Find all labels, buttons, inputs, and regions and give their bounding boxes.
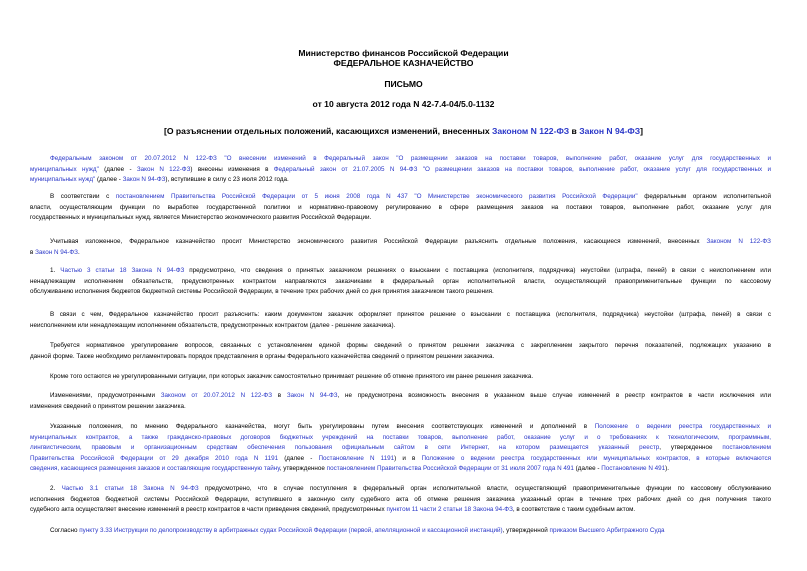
document-link[interactable]: Законом N 122-ФЗ (706, 238, 771, 245)
text-line (30, 341, 771, 352)
text-segment: ) внесены изменения в (190, 165, 274, 173)
text-segment: власти, осуществляющим функции по выработке государственной политики и нормативно-правовому регулированию в сфере размещения заказов на поставки товаров, выполнение работ, оказание услуг для (30, 203, 771, 211)
document-link[interactable]: Постановление N 491 (601, 465, 666, 473)
document-link[interactable]: муниципальных контрактов, а также гражданско-правовых договоров бюджетных учреждений на поставки товаров, выполнение работ, оказание услуг и о требованиях к технологическим, программным, (30, 433, 771, 441)
document-date-number: от 10 августа 2012 года N 42-7.4-04/5.0-1132 (312, 99, 495, 109)
document-link[interactable]: Закон N 122-ФЗ (136, 165, 191, 173)
text-segment: Требуется нормативное урегулирование вопросов, связанных с установлением единой формы сведений о принятом решении заказчика с закреплением закрытого перечня показателей, подлежащих указанию в (50, 342, 771, 349)
text-segment: В связи с чем, Федеральное казначейство просит разъяснить: каким документом заказчик оформляет принятое решение о взыскании с поставщика (исполнителя, подрядчика) неустойки (штрафа, пеней) в связи с (50, 311, 771, 318)
text-segment: ). (665, 465, 669, 473)
text-line (30, 192, 771, 203)
text-line (30, 310, 771, 321)
subject-middle: в (569, 126, 580, 136)
subject-link-law-122[interactable]: Законом N 122-ФЗ (491, 126, 570, 136)
text-segment: , не предусмотрена возможность внесения в указанном выше случае изменений в реестр контрактов в части исключения или (337, 392, 771, 399)
text-segment: Кроме того остаются не урегулированными ситуации, при которых заказчик самостоятельно принимает решение об отмене принятого им ранее решения заказчика. (50, 373, 534, 380)
document-link[interactable]: Закон N 94-ФЗ (286, 392, 338, 399)
text-segment: в (272, 392, 287, 399)
text-segment: федеральным органом исполнительной (637, 193, 771, 200)
paragraph-item-1 (30, 266, 771, 298)
text-line (30, 203, 771, 214)
ministry-heading: Министерство финансов Российской Федерации (298, 48, 509, 58)
text-segment: ) и в (394, 454, 422, 462)
paragraph-request-clarification (30, 237, 771, 258)
text-segment: (далее - (98, 165, 137, 173)
text-line (30, 422, 771, 433)
document-link[interactable]: приказом Высшего Арбитражного Суда (549, 527, 665, 534)
document-link[interactable]: Закон N 94-ФЗ (35, 248, 78, 256)
text-line (30, 266, 771, 277)
text-segment: судебного акта осуществляет внесение изменений в реестр контрактов в части приведения сведений, предусмотренных (30, 506, 387, 514)
agency-heading: ФЕДЕРАЛЬНОЕ КАЗНАЧЕЙСТВО (333, 58, 474, 68)
subject-prefix: [О разъяснении отдельных положений, касающихся изменений, внесенных (163, 126, 492, 136)
document-link[interactable]: Положение о ведении реестра государственных и (594, 423, 771, 430)
text-segment: предусмотрено, что в случае поступления в федеральный орган исполнительной власти, осуществляющий правоприменительные функции по кассовому обслуживанию (198, 485, 771, 492)
paragraph-registry-changes (30, 391, 771, 412)
text-segment: Изменениями, предусмотренными (50, 392, 161, 399)
text-line (30, 154, 771, 165)
text-line (30, 321, 771, 332)
text-line (30, 175, 771, 186)
document-link[interactable]: Положение о ведении реестра государственных или муниципальных контрактов, в которые включаются (421, 454, 771, 462)
paragraph-instruction-reference (30, 526, 771, 537)
text-line (30, 165, 771, 176)
text-segment: в (30, 248, 36, 256)
text-line (30, 484, 771, 495)
text-line (30, 505, 771, 516)
text-line (30, 213, 771, 224)
text-segment: (далее - (573, 465, 602, 473)
text-segment: , утвержденное (279, 465, 327, 473)
text-line (30, 248, 771, 259)
document-link[interactable]: Законом от 20.07.2012 N 122-ФЗ (160, 392, 273, 399)
document-link[interactable]: Частью 3 статьи 18 Закона N 94-ФЗ (60, 267, 185, 274)
document-link[interactable]: лингвистическим, правовым и организационным средствам обеспечения пользования официальным сайтом в сети Интернет, на котором размещается указанный реестр (30, 444, 660, 452)
subject-link-law-94[interactable]: Закон N 94-ФЗ (579, 126, 641, 136)
text-segment: ненадлежащим исполнением обязательств, предусмотренных контрактом направляются заказчиками в федеральный орган исполнительной власти, осуществляющий правоприменительные функции по кассовому (30, 277, 771, 285)
text-segment: 2. (50, 485, 62, 492)
text-line (30, 277, 771, 288)
paragraph-regulation-needed (30, 341, 771, 362)
text-segment: Указанные положения, по мнению Федерального казначейства, могут быть урегулированы путем внесения соответствующих изменений и дополнений в (50, 423, 595, 430)
document-link[interactable]: сведения, касающиеся размещения заказов и составляющие государственную тайну (30, 465, 280, 473)
text-segment: данной форме. Также необходимо регламентировать порядок представления в органы Федерального казначейства сведений о принятом решении заказчика. (30, 352, 495, 360)
text-line (30, 443, 771, 454)
document-link[interactable]: постановлением (722, 444, 771, 452)
document-link[interactable]: пункту 3.33 Инструкции по делопроизводству в арбитражных судах Российской Федерации (первой, апелляционной и кассационной инстанций) (79, 527, 503, 534)
document-link[interactable]: Федеральный закон от 21.07.2005 N 94-ФЗ "О размещении заказов на поставки товаров, выполнение работ, оказание услуг для государственных и (273, 165, 771, 173)
text-segment: В соответствии с (50, 193, 116, 200)
text-line (30, 433, 771, 444)
text-segment: исполнения бюджетов бюджетной системы Российской Федерации, вступившего в законную силу судебного акта об отмене решения заказчика указанный орган в течение трех рабочих дней со дня получения такого (30, 495, 771, 503)
text-line (30, 526, 771, 537)
paragraph-ministry-authority (30, 192, 771, 224)
text-segment: (далее - (278, 454, 319, 462)
text-line (30, 372, 771, 383)
document-link[interactable]: постановлением Правительства Российской Федерации от 5 июня 2008 года N 437 "О Министерстве экономического развития Российской Федерации" (115, 193, 638, 200)
paragraph-unregulated-situations (30, 372, 771, 383)
document-link[interactable]: Федеральным законом от 20.07.2012 N 122-ФЗ "О внесении изменений в Федеральный закон "О размещении заказов на поставки товаров, выполнение работ, оказание услуг для государственных и (50, 155, 771, 162)
document-link[interactable]: муниципальных нужд" (30, 176, 96, 184)
text-line (30, 464, 771, 475)
text-segment: изменения сведений о принятом решении заказчика. (30, 402, 186, 410)
text-segment: государственных и муниципальных нужд, является Министерство экономического развития Российской Федерации. (30, 214, 372, 222)
document-type-heading: ПИСЬМО (384, 79, 423, 89)
document-subject (0, 126, 807, 136)
document-link[interactable]: пунктом 11 части 2 статьи 18 Закона 94-ФЗ (386, 506, 513, 514)
text-segment: (далее - (95, 176, 123, 184)
text-line (30, 352, 771, 363)
text-segment: предусмотрено, что сведения о принятых заказчиком решениях о взыскании с поставщика (исполнителя, подрядчика) неустойки (штрафа, пеней) в связи с неисполнением или (184, 267, 771, 274)
text-segment: неисполнением или ненадлежащим исполнением обязательств, предусмотренных контрактом (далее - решение заказчика). (30, 321, 396, 329)
text-segment: ), вступившие в силу с 23 июля 2012 года. (165, 176, 289, 184)
document-link[interactable]: муниципальных нужд" (30, 165, 99, 173)
paragraph-proposed-amendments (30, 422, 771, 475)
text-line (30, 237, 771, 248)
text-line (30, 495, 771, 506)
text-line (30, 454, 771, 465)
text-segment: , в соответствие с таким судебным актом. (512, 506, 636, 514)
document-link[interactable]: постановлением Правительства Российской Федерации от 31 июля 2007 года N 491 (326, 465, 574, 473)
text-segment: Согласно (50, 527, 80, 534)
subject-suffix: ] (640, 126, 644, 136)
text-segment: . (77, 248, 80, 256)
text-line (30, 287, 771, 298)
paragraph-clarification-question (30, 310, 771, 331)
text-line (30, 391, 771, 402)
paragraph-item-2 (30, 484, 771, 516)
document-link[interactable]: Постановление N 1191 (318, 454, 395, 462)
text-segment: , утвержденное (659, 444, 723, 452)
text-line (30, 402, 771, 413)
text-segment: обслуживанию исполнения бюджетов бюджетной системы Российской Федерации, в течение трех рабочих дней со дня принятия заказчиком такого решения. (30, 288, 494, 296)
document-link[interactable]: Частью 3.1 статьи 18 Закона N 94-ФЗ (61, 485, 199, 492)
text-segment: 1. (50, 267, 61, 274)
paragraph-law-122-intro (30, 154, 771, 186)
document-link[interactable]: Правительства Российской Федерации от 29 декабря 2010 года N 1191 (30, 454, 279, 462)
document-link[interactable]: Закон N 94-ФЗ (122, 176, 166, 184)
text-segment: , утвержденной (502, 527, 550, 534)
text-segment: Учитывая изложенное, Федеральное казначейство просит Министерство экономического развития Российской Федерации разъяснить отдельные положения, касающиеся изменений, внесенных (50, 238, 707, 245)
